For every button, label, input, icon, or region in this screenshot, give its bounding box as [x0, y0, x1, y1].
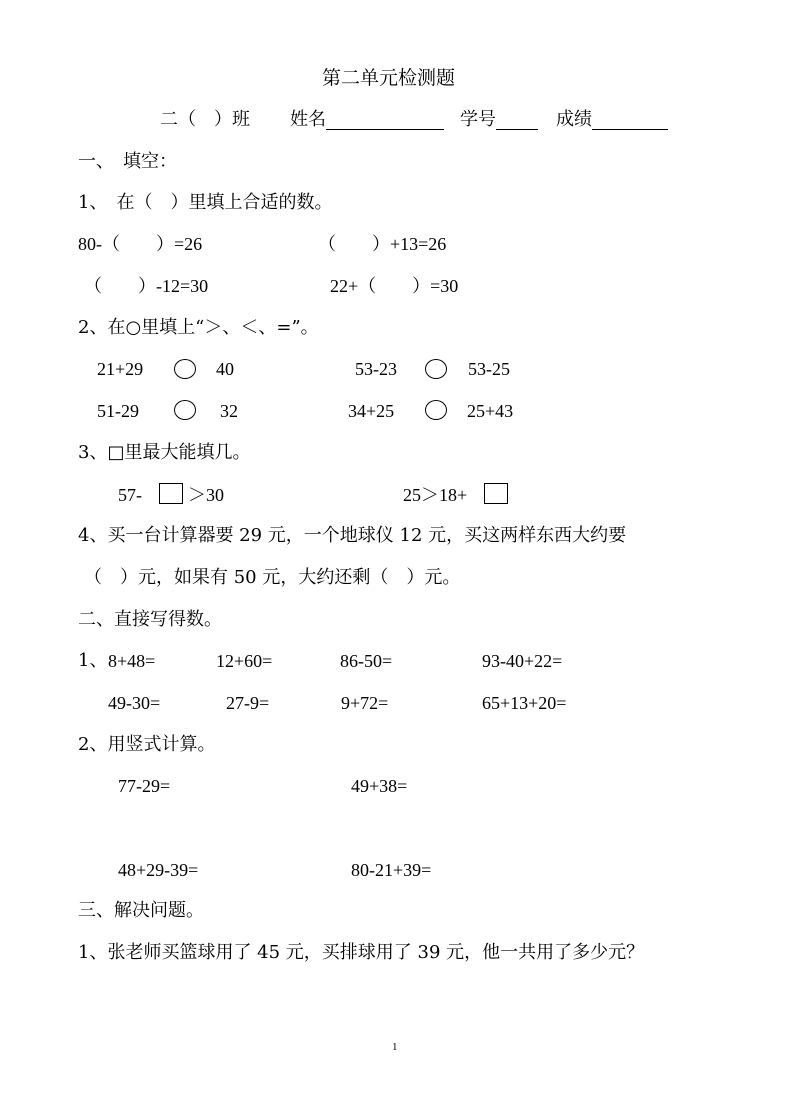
vertical-calc-item: 49+38= — [351, 776, 408, 796]
section2-heading: 二、直接写得数。 — [78, 609, 222, 630]
q1-item-d: 22+（ ）=30 — [330, 276, 459, 296]
compare-circle[interactable] — [425, 400, 447, 420]
vertical-calc-item: 48+29-39= — [118, 860, 199, 880]
q2-stem: 2、在○里填上“＞、＜、=”。 — [78, 317, 319, 338]
q1-stem: 1、 在（ ）里填上合适的数。 — [78, 192, 333, 213]
q2-r1-right-value: 53-25 — [468, 359, 510, 379]
number-blank[interactable] — [496, 111, 538, 130]
q4-line1: 4、买一台计算器要 29 元，一个地球仪 12 元，买这两样东西大约要 — [78, 525, 627, 546]
compare-circle[interactable] — [174, 359, 196, 379]
mental-math-item: 65+13+20= — [482, 693, 567, 713]
answer-box[interactable] — [484, 483, 508, 504]
score-label — [556, 110, 668, 130]
class-label: 二（ ）班 — [160, 109, 250, 130]
q3-stem: 3、□里最大能填几。 — [78, 442, 251, 463]
s2-q2-stem: 2、用竖式计算。 — [78, 734, 216, 755]
q2-r1-right-expr: 53-23 — [355, 359, 397, 379]
q3-left-expr: 57- — [118, 485, 142, 505]
name-label — [290, 110, 444, 130]
name-label-text: 姓名 — [290, 109, 326, 130]
page-number: 1 — [392, 1041, 398, 1053]
q3-right-expr: 25＞18+ — [403, 485, 468, 505]
score-label-text: 成绩 — [556, 109, 592, 130]
name-blank[interactable] — [326, 111, 444, 130]
q2-r2-right-expr: 34+25 — [348, 401, 395, 421]
mental-math-item: 12+60= — [216, 651, 273, 671]
q1-item-b: （ ）+13=26 — [318, 234, 447, 254]
q2-r2-right-value: 25+43 — [467, 401, 514, 421]
compare-circle[interactable] — [425, 359, 447, 379]
page-title: 第二单元检测题 — [322, 67, 456, 89]
q3-left-rhs: ＞30 — [188, 485, 224, 505]
mental-math-item: 9+72= — [341, 693, 389, 713]
s2-q1-label: 1、 — [78, 650, 108, 671]
q1-item-a: 80-（ ）=26 — [78, 234, 203, 254]
mental-math-item: 86-50= — [340, 651, 393, 671]
q2-r1-left-value: 40 — [216, 359, 234, 379]
s3-q1: 1、张老师买篮球用了 45 元，买排球用了 39 元，他一共用了多少元？ — [78, 942, 645, 963]
q2-r2-left-expr: 51-29 — [97, 401, 139, 421]
mental-math-item: 8+48= — [108, 651, 156, 671]
q2-r2-left-value: 32 — [220, 401, 238, 421]
compare-circle[interactable] — [174, 400, 196, 420]
number-label-text: 学号 — [460, 109, 496, 130]
answer-box[interactable] — [159, 483, 183, 504]
vertical-calc-item: 80-21+39= — [351, 860, 432, 880]
mental-math-item: 49-30= — [108, 693, 161, 713]
vertical-calc-item: 77-29= — [118, 776, 171, 796]
mental-math-item: 93-40+22= — [482, 651, 563, 671]
section3-heading: 三、解决问题。 — [78, 900, 204, 921]
number-label — [460, 110, 538, 130]
score-blank[interactable] — [592, 111, 668, 130]
q4-line2: （ ）元，如果有 50 元，大约还剩（ ）元。 — [84, 567, 461, 588]
section1-heading: 一、 填空： — [78, 151, 177, 172]
mental-math-item: 27-9= — [226, 693, 270, 713]
q1-item-c: （ ）-12=30 — [84, 276, 209, 296]
q2-r1-left-expr: 21+29 — [97, 359, 144, 379]
